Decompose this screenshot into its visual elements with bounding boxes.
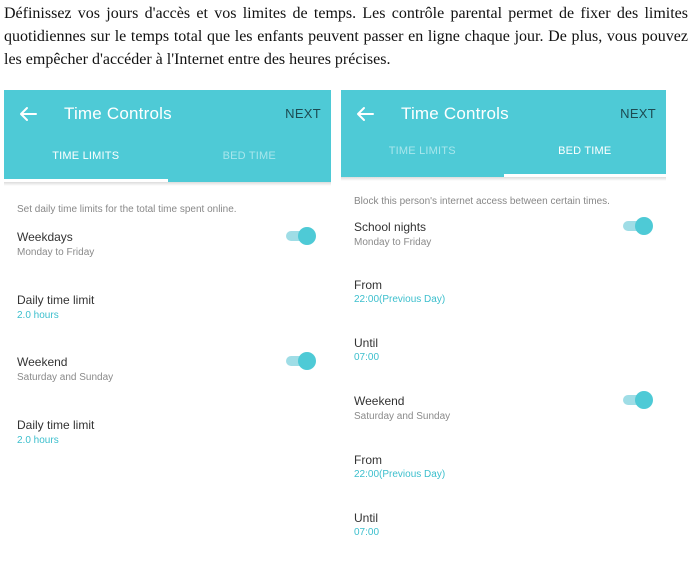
- school-nights-label: School nights: [354, 220, 427, 234]
- tab-time-limits[interactable]: TIME LIMITS: [388, 145, 456, 157]
- toggle-thumb: [635, 391, 653, 409]
- weekend-toggle[interactable]: [623, 391, 653, 409]
- toggle-thumb: [635, 217, 653, 235]
- weekend-until-label[interactable]: Until: [354, 511, 379, 525]
- weekend-daily-limit-label[interactable]: Daily time limit: [17, 418, 95, 432]
- bed-time-screen: [341, 90, 666, 580]
- time-limits-screen: [4, 90, 331, 580]
- back-arrow-icon[interactable]: [355, 104, 375, 124]
- school-nights-toggle[interactable]: [623, 217, 653, 235]
- weekend-from-label[interactable]: From: [354, 453, 382, 467]
- weekdays-toggle[interactable]: [286, 227, 316, 245]
- next-button[interactable]: NEXT: [285, 106, 321, 121]
- tab-time-limits[interactable]: TIME LIMITS: [52, 150, 120, 162]
- weekend-sub: Saturday and Sunday: [354, 411, 451, 422]
- tab-bed-time[interactable]: BED TIME: [558, 145, 612, 157]
- weekdays-sub: Monday to Friday: [17, 247, 95, 258]
- weekdays-label: Weekdays: [17, 230, 73, 244]
- weekdays-daily-limit-value[interactable]: 2.0 hours: [17, 310, 59, 321]
- weekend-until-value[interactable]: 07:00: [354, 527, 380, 538]
- app-bar: [4, 90, 331, 182]
- intro-paragraph: Définissez vos jours d'accès et vos limites de temps. Les contrôle parental permet de fixer des limites quotidiennes sur le temps total que les enfants peuvent passer en ligne chaque jour. De plus, vous pouvez les empêcher d'accéder à l'Internet entre des heures précises.: [4, 5, 688, 68]
- school-nights-sub: Monday to Friday: [354, 237, 432, 248]
- weekend-label: Weekend: [17, 355, 68, 369]
- weekend-label: Weekend: [354, 394, 405, 408]
- app-bar: [341, 90, 666, 177]
- app-bar-shadow: [4, 182, 331, 186]
- weekend-toggle[interactable]: [286, 352, 316, 370]
- section-description: Set daily time limits for the total time spent online.: [17, 204, 237, 215]
- toggle-thumb: [298, 227, 316, 245]
- weekend-sub: Saturday and Sunday: [17, 372, 114, 383]
- tab-bed-time[interactable]: BED TIME: [222, 150, 276, 162]
- school-until-value[interactable]: 07:00: [354, 352, 380, 363]
- page-title: Time Controls: [64, 104, 172, 123]
- next-button[interactable]: NEXT: [620, 106, 656, 121]
- section-description: Block this person's internet access between certain times.: [354, 196, 610, 207]
- weekend-from-value[interactable]: 22:00(Previous Day): [354, 469, 446, 480]
- school-from-value[interactable]: 22:00(Previous Day): [354, 294, 446, 305]
- school-from-label[interactable]: From: [354, 278, 382, 292]
- page-title: Time Controls: [401, 104, 509, 123]
- app-bar-shadow: [341, 177, 666, 181]
- weekend-daily-limit-value[interactable]: 2.0 hours: [17, 435, 59, 446]
- toggle-thumb: [298, 352, 316, 370]
- school-until-label[interactable]: Until: [354, 336, 379, 350]
- weekdays-daily-limit-label[interactable]: Daily time limit: [17, 293, 95, 307]
- back-arrow-icon[interactable]: [18, 104, 38, 124]
